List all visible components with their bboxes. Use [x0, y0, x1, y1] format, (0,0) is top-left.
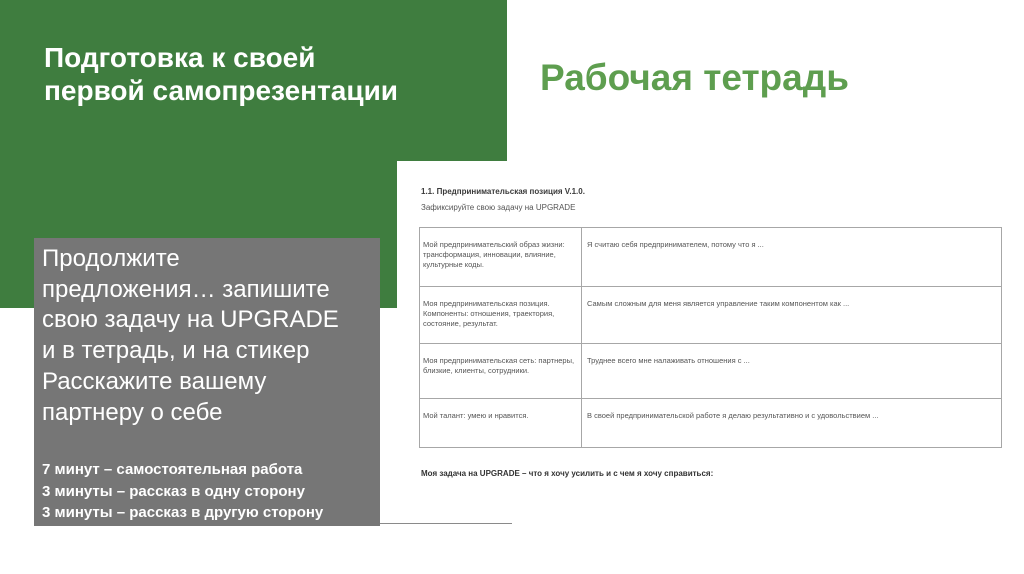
- slide-subtitle: Рабочая тетрадь: [540, 57, 849, 98]
- table-cell-prompt: Моя предпринимательская сеть: партнеры, близкие, клиенты, сотрудники.: [420, 344, 582, 399]
- slide-title-line-2: первой самопрезентации: [44, 75, 399, 106]
- workbook-task-prompt: Моя задача на UPGRADE – что я хочу усилить и с чем я хочу справиться:: [421, 469, 714, 478]
- timing-item: 7 минут – самостоятельная работа: [42, 461, 303, 478]
- instruction-line: Продолжите: [42, 245, 180, 272]
- workbook-page: [397, 161, 1024, 523]
- table-cell-sentence: Я считаю себя предпринимателем, потому что я ...: [582, 228, 1002, 287]
- slide-title: [44, 41, 484, 107]
- table-row: [420, 287, 1002, 344]
- instruction-line: и в тетрадь, и на стикер: [42, 337, 310, 365]
- table-cell-sentence: В своей предпринимательской работе я делаю результативно и с удовольствием ...: [582, 399, 1002, 448]
- slide-title-line-1: Подготовка к своей: [44, 42, 316, 73]
- workbook-heading: 1.1. Предпринимательская позиция V.1.0.: [421, 187, 585, 196]
- instruction-text: [42, 244, 378, 428]
- workbook-instruction: Зафиксируйте свою задачу на UPGRADE: [421, 203, 576, 212]
- table-cell-prompt: Мой предпринимательский образ жизни: трансформация, инновации, влияние, культурные коды.: [420, 228, 582, 287]
- divider-line: [379, 523, 512, 524]
- table-cell-sentence: Самым сложным для меня является управление таким компонентом как ...: [582, 287, 1002, 344]
- instruction-line: Расскажите вашему: [42, 367, 267, 395]
- table-cell-prompt: Мой талант: умею и нравится.: [420, 399, 582, 448]
- timing-item: 3 минуты – рассказ в другую сторону: [42, 504, 324, 521]
- instruction-line: предложения… запишите: [42, 275, 330, 303]
- instruction-line: свою задачу на UPGRADE: [42, 306, 339, 334]
- instruction-box: [34, 238, 380, 526]
- instruction-line: партнеру о себе: [42, 398, 223, 426]
- table-row: [420, 399, 1002, 448]
- workbook-table: [419, 227, 1002, 448]
- table-row: [420, 228, 1002, 287]
- table-cell-prompt: Моя предпринимательская позиция. Компоненты: отношения, траектория, состояние, результат.: [420, 287, 582, 344]
- timing-list: [42, 459, 378, 524]
- table-cell-sentence: Труднее всего мне налаживать отношения с ...: [582, 344, 1002, 399]
- timing-item: 3 минуты – рассказ в одну сторону: [42, 482, 305, 500]
- table-row: [420, 344, 1002, 399]
